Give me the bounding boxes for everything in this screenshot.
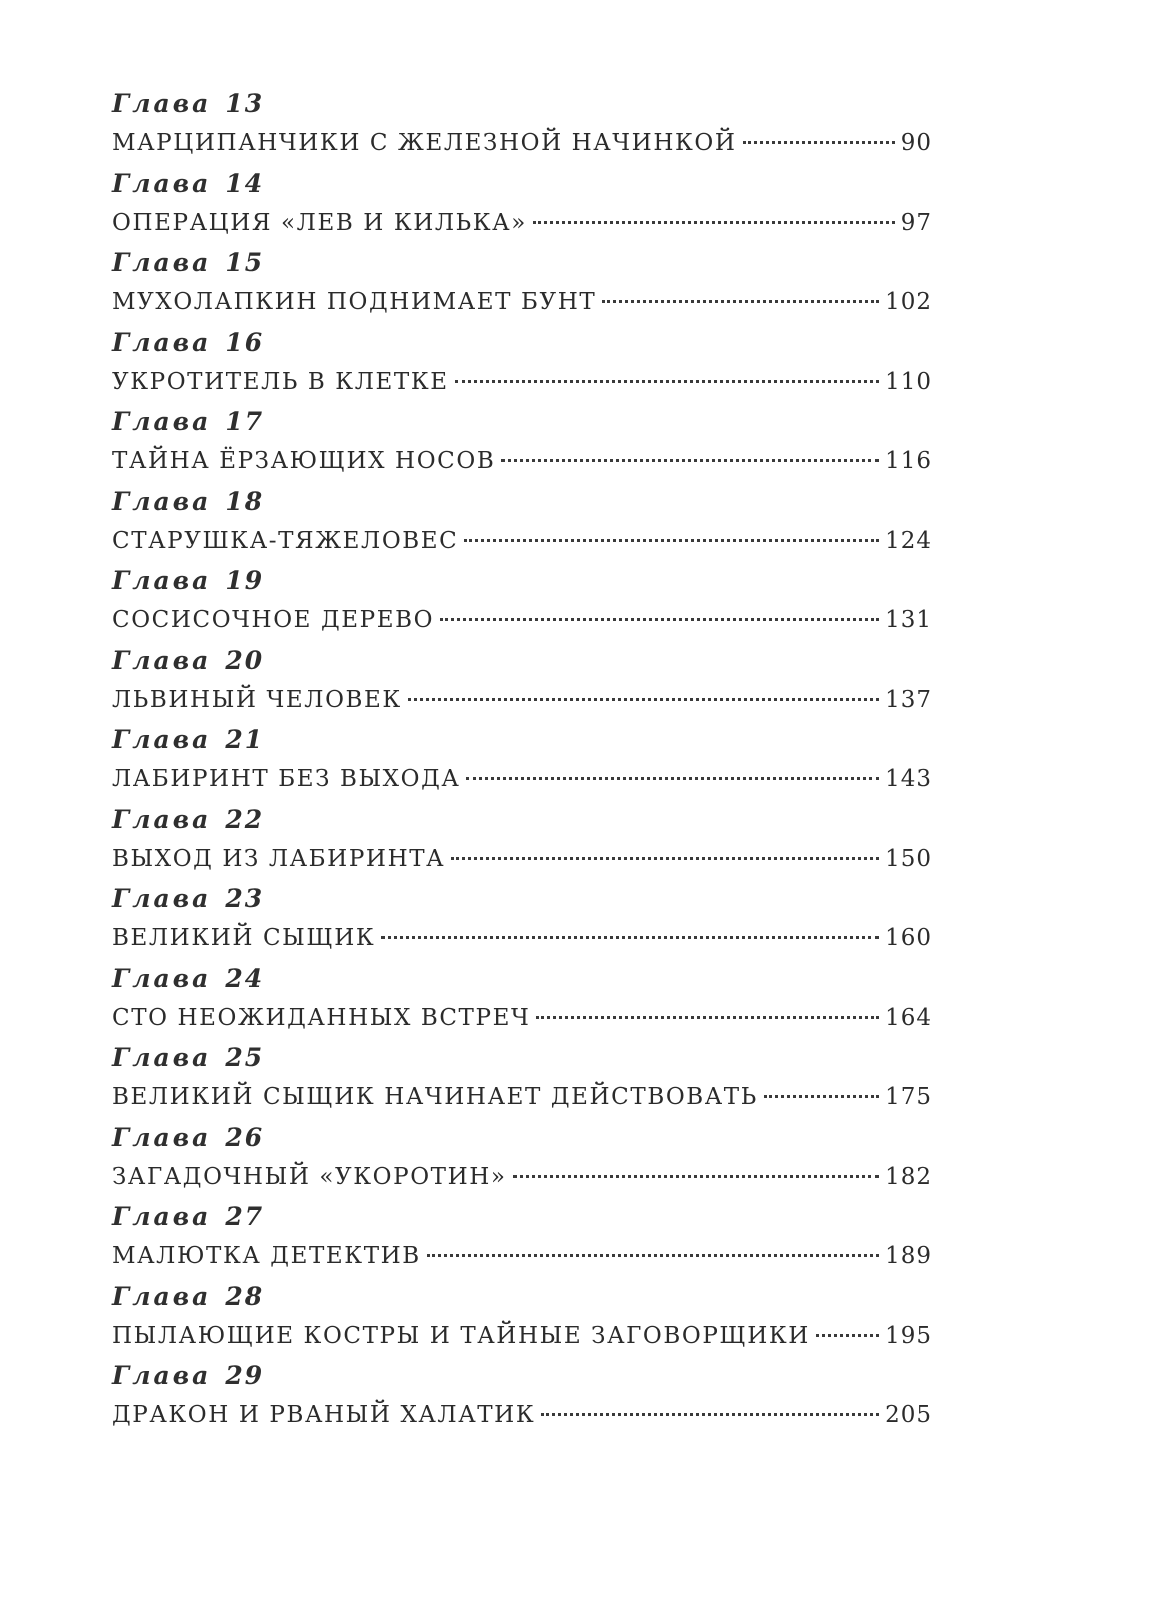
chapter-word: Глава: [112, 327, 212, 357]
dot-leader: [541, 1413, 879, 1416]
toc-entry: [112, 959, 932, 1039]
chapter-label: [112, 720, 932, 760]
chapter-title: МАРЦИПАНЧИКИ С ЖЕЛЕЗНОЙ НАЧИНКОЙ: [112, 130, 737, 156]
dot-leader: [764, 1095, 879, 1098]
chapter-number: 22: [225, 804, 265, 834]
chapter-number: 13: [225, 89, 265, 118]
chapter-word: Глава: [112, 884, 212, 913]
chapter-title-row: [112, 363, 932, 401]
chapter-word: Глава: [112, 963, 212, 993]
chapter-title-row: [112, 601, 932, 639]
chapter-title-row: [112, 124, 932, 162]
page-number: 205: [885, 1402, 932, 1428]
chapter-word: Глава: [112, 486, 212, 516]
dot-leader: [533, 221, 895, 224]
chapter-word: Глава: [112, 89, 212, 118]
table-of-contents: [112, 84, 932, 1436]
chapter-number: 15: [225, 248, 265, 277]
chapter-number: 21: [225, 725, 265, 754]
chapter-title-row: [112, 1078, 932, 1116]
toc-entry: [112, 800, 932, 880]
chapter-number: 28: [225, 1281, 265, 1311]
chapter-number: 29: [225, 1361, 265, 1390]
toc-entry: [112, 1197, 932, 1277]
chapter-number: 26: [225, 1122, 265, 1152]
toc-entry: [112, 482, 932, 562]
chapter-label: [112, 1197, 932, 1237]
chapter-label: [112, 164, 932, 204]
chapter-title: ЛАБИРИНТ БЕЗ ВЫХОДА: [112, 766, 461, 792]
chapter-title-row: [112, 919, 932, 957]
chapter-word: Глава: [112, 168, 212, 198]
chapter-word: Глава: [112, 804, 212, 834]
page-number: 124: [885, 527, 932, 554]
chapter-number: 24: [225, 963, 265, 993]
chapter-number: 17: [225, 407, 265, 436]
chapter-label: [112, 482, 932, 522]
page-number: 97: [900, 209, 932, 236]
chapter-label: [112, 402, 932, 442]
page-number: 164: [885, 1004, 932, 1031]
chapter-title: ЛЬВИНЫЙ ЧЕЛОВЕК: [112, 686, 402, 713]
page-number: 182: [885, 1163, 932, 1190]
dot-leader: [455, 380, 879, 383]
chapter-title-row: [112, 1237, 932, 1275]
chapter-number: 16: [225, 327, 265, 357]
chapter-label: [112, 243, 932, 283]
chapter-number: 20: [225, 645, 265, 675]
chapter-number: 25: [225, 1043, 265, 1072]
dot-leader: [513, 1175, 880, 1178]
page-number: 110: [885, 368, 932, 395]
chapter-title: УКРОТИТЕЛЬ В КЛЕТКЕ: [112, 368, 449, 395]
dot-leader: [602, 300, 879, 303]
chapter-label: [112, 1277, 932, 1317]
chapter-number: 27: [225, 1202, 265, 1231]
dot-leader: [408, 698, 879, 701]
toc-entry: [112, 1277, 932, 1357]
chapter-word: Глава: [112, 407, 212, 436]
toc-entry: [112, 1038, 932, 1118]
chapter-title: СТАРУШКА-ТЯЖЕЛОВЕС: [112, 527, 459, 554]
dot-leader: [816, 1334, 879, 1337]
chapter-label: [112, 1356, 932, 1396]
chapter-label: [112, 1118, 932, 1158]
chapter-word: Глава: [112, 725, 212, 754]
chapter-title-row: [112, 1158, 932, 1196]
chapter-title: ПЫЛАЮЩИЕ КОСТРЫ И ТАЙНЫЕ ЗАГОВОРЩИКИ: [112, 1322, 810, 1349]
toc-entry: [112, 402, 932, 482]
chapter-word: Глава: [112, 248, 212, 277]
toc-entry: [112, 1118, 932, 1198]
chapter-title: СТО НЕОЖИДАННЫХ ВСТРЕЧ: [112, 1004, 531, 1031]
chapter-word: Глава: [112, 1122, 212, 1152]
toc-entry: [112, 84, 932, 164]
chapter-title-row: [112, 522, 932, 560]
toc-entry: [112, 879, 932, 959]
chapter-word: Глава: [112, 1361, 212, 1390]
chapter-label: [112, 959, 932, 999]
chapter-number: 23: [225, 884, 265, 913]
page-number: 102: [885, 289, 932, 315]
chapter-title: ВЫХОД ИЗ ЛАБИРИНТА: [112, 845, 446, 872]
chapter-title: МУХОЛАПКИН ПОДНИМАЕТ БУНТ: [112, 289, 597, 315]
chapter-label: [112, 1038, 932, 1078]
chapter-title-row: [112, 1317, 932, 1355]
chapter-title-row: [112, 204, 932, 242]
page-number: 143: [885, 766, 932, 792]
chapter-title: ВЕЛИКИЙ СЫЩИК НАЧИНАЕТ ДЕЙСТВОВАТЬ: [112, 1084, 758, 1110]
chapter-title-row: [112, 999, 932, 1037]
chapter-number: 14: [225, 168, 265, 198]
chapter-label: [112, 84, 932, 124]
toc-entry: [112, 641, 932, 721]
toc-entry: [112, 561, 932, 641]
chapter-word: Глава: [112, 645, 212, 675]
page-number: 175: [885, 1084, 932, 1110]
page-number: 160: [885, 925, 932, 951]
chapter-label: [112, 879, 932, 919]
toc-entry: [112, 164, 932, 244]
page-number: 90: [900, 130, 932, 156]
page-number: 150: [885, 845, 932, 872]
page-number: 131: [885, 607, 932, 633]
dot-leader: [440, 618, 879, 621]
chapter-label: [112, 641, 932, 681]
chapter-word: Глава: [112, 1043, 212, 1072]
page-number: 189: [885, 1243, 932, 1269]
chapter-number: 19: [225, 566, 265, 595]
chapter-title-row: [112, 283, 932, 321]
dot-leader: [381, 936, 879, 939]
chapter-title: ОПЕРАЦИЯ «ЛЕВ И КИЛЬКА»: [112, 209, 527, 236]
chapter-title: ВЕЛИКИЙ СЫЩИК: [112, 925, 376, 951]
chapter-title: ДРАКОН И РВАНЫЙ ХАЛАТИК: [112, 1402, 536, 1428]
chapter-label: [112, 800, 932, 840]
page-number: 195: [885, 1322, 932, 1349]
dot-leader: [536, 1016, 879, 1019]
dot-leader: [451, 857, 879, 860]
toc-entry: [112, 1356, 932, 1436]
toc-entry: [112, 323, 932, 403]
page-number: 137: [885, 686, 932, 713]
chapter-title-row: [112, 442, 932, 480]
chapter-title: ЗАГАДОЧНЫЙ «УКОРОТИН»: [112, 1163, 507, 1190]
chapter-title: ТАЙНА ЁРЗАЮЩИХ НОСОВ: [112, 448, 496, 474]
chapter-title-row: [112, 760, 932, 798]
dot-leader: [501, 459, 879, 462]
toc-entry: [112, 243, 932, 323]
dot-leader: [427, 1254, 879, 1257]
dot-leader: [743, 141, 895, 144]
chapter-label: [112, 323, 932, 363]
dot-leader: [464, 539, 879, 542]
page-number: 116: [885, 448, 932, 474]
toc-entry: [112, 720, 932, 800]
chapter-word: Глава: [112, 566, 212, 595]
chapter-title-row: [112, 840, 932, 878]
dot-leader: [466, 777, 879, 780]
chapter-label: [112, 561, 932, 601]
chapter-title-row: [112, 681, 932, 719]
chapter-word: Глава: [112, 1281, 212, 1311]
chapter-number: 18: [225, 486, 265, 516]
chapter-title: СОСИСОЧНОЕ ДЕРЕВО: [112, 607, 435, 633]
chapter-word: Глава: [112, 1202, 212, 1231]
chapter-title-row: [112, 1396, 932, 1434]
chapter-title: МАЛЮТКА ДЕТЕКТИВ: [112, 1243, 421, 1269]
